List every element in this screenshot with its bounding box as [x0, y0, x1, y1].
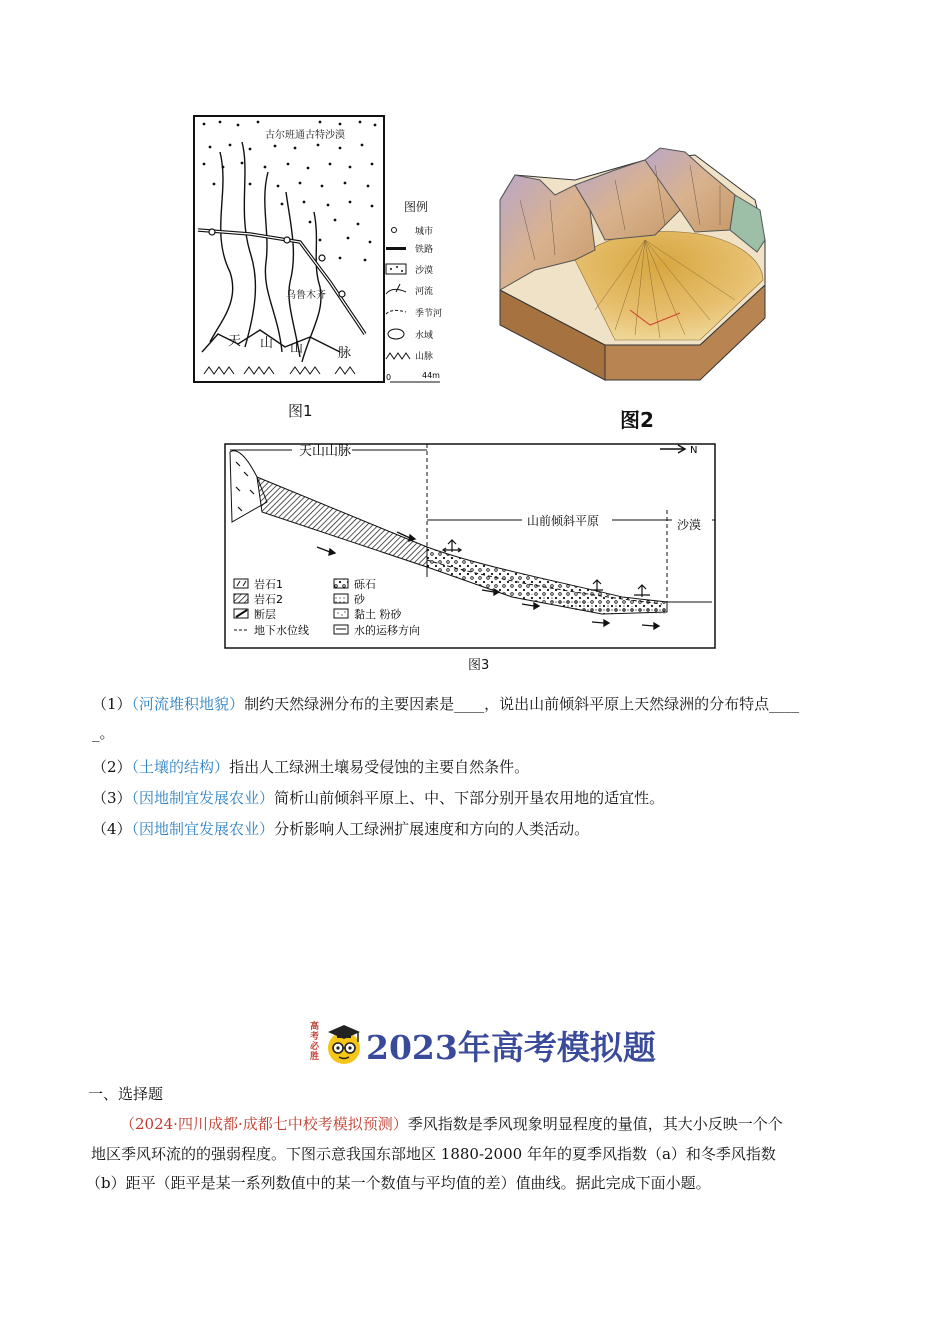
figure1-caption: 图1 — [288, 402, 313, 420]
banner-logo-text: 高考必胜 — [310, 1022, 320, 1062]
svg-text:地下水位线: 地下水位线 — [254, 624, 309, 637]
question-topic-tag: （土壤的结构） — [131, 758, 230, 776]
legend-title: 图例 — [404, 200, 429, 214]
svg-text:城市: 城市 — [415, 227, 434, 237]
desert-label: 古尔班通古特沙漠 — [265, 130, 345, 141]
svg-text:沙漠: 沙漠 — [415, 266, 434, 276]
label-tianshan: 天山山脉 — [299, 444, 352, 459]
question-topic-tag: （因地制宜发展农业） — [131, 820, 275, 838]
svg-text:44m: 44m — [422, 371, 440, 380]
question-source: （2024·四川成都·成都七中校考模拟预测） — [120, 1115, 408, 1133]
svg-text:砂: 砂 — [354, 593, 365, 606]
question-text: 指出人工绿洲土壤易受侵蚀的主要自然条件。 — [229, 758, 530, 776]
legend-railway-icon — [386, 247, 406, 250]
svg-text:砾石: 砾石 — [354, 578, 376, 591]
section-heading: 一、选择题 — [88, 1085, 164, 1103]
banner-title: 2023年高考模拟题 — [366, 1028, 656, 1067]
legend-desert-icon — [386, 264, 406, 274]
graduate-emoji-icon — [324, 1022, 364, 1066]
figure3-legend — [234, 577, 420, 637]
section-banner — [300, 1020, 656, 1070]
question-text: 分析影响人工绿洲扩展速度和方向的人类活动。 — [274, 820, 590, 838]
svg-text:0: 0 — [386, 373, 392, 382]
figure2-caption: 图2 — [620, 408, 654, 432]
figure2-terrain-block — [495, 140, 775, 385]
label-piedmont-plain: 山前倾斜平原 — [527, 514, 600, 528]
svg-text:断层: 断层 — [254, 608, 276, 621]
question-topic-tag: （河流堆积地貌） — [131, 695, 245, 713]
question-text: 制约天然绿洲分布的主要因素是____，说出山前倾斜平原上天然绿洲的分布特点____ — [244, 695, 800, 713]
svg-text:黏土 粉砂: 黏土 粉砂 — [354, 608, 402, 621]
svg-text:水域: 水域 — [415, 331, 434, 341]
question-1 — [92, 694, 799, 714]
legend-water-icon — [388, 329, 404, 339]
question-4 — [92, 819, 589, 839]
question-2 — [92, 757, 529, 777]
svg-text:铁路: 铁路 — [415, 245, 434, 255]
urumqi-label: 乌鲁木齐 — [286, 290, 326, 301]
question-number: （4） — [92, 820, 132, 838]
svg-text:山: 山 — [290, 341, 304, 356]
svg-text:山脉: 山脉 — [415, 352, 434, 362]
svg-text:脉: 脉 — [338, 346, 352, 361]
legend-seasonal-river-icon — [386, 310, 406, 314]
paragraph-line-3: （b）距平（距平是某一系列数值中的某一个数值与平均值的差）值曲线。据此完成下面小题。 — [86, 1174, 711, 1192]
legend-river-icon — [386, 284, 406, 294]
legend-city-icon — [392, 228, 397, 233]
question-number: （2） — [92, 758, 132, 776]
mountain-symbols — [204, 367, 355, 374]
paragraph-line-1: （2024·四川成都·成都七中校考模拟预测）季风指数是季风现象明显程度的量值，其大小反映一个个 — [120, 1115, 783, 1133]
svg-text:河流: 河流 — [415, 287, 434, 297]
svg-text:山: 山 — [260, 336, 274, 351]
legend-mountain-icon — [386, 353, 410, 359]
question-topic-tag: （因地制宜发展农业） — [131, 789, 275, 807]
svg-text:天: 天 — [228, 334, 242, 349]
figure1-map — [190, 112, 470, 387]
question-3 — [92, 788, 664, 808]
question-number: （3） — [92, 789, 132, 807]
svg-text:季节河: 季节河 — [415, 309, 443, 319]
question-1-continued: _。 — [92, 724, 115, 742]
rivers — [210, 142, 321, 362]
svg-text:岩石2: 岩石2 — [254, 593, 283, 606]
paragraph-line-2: 地区季风环流的的强弱程度。下图示意我国东部地区 1880-2000 年年的夏季风指数（a）和冬季风指数 — [91, 1145, 776, 1163]
question-text: 简析山前倾斜平原上、中、下部分别开垦农用地的适宜性。 — [274, 789, 665, 807]
figure3-caption: 图3 — [468, 658, 490, 673]
svg-text:N: N — [690, 445, 698, 456]
question-number: （1） — [92, 695, 132, 713]
figure3-cross-section — [222, 432, 722, 652]
label-desert: 沙漠 — [677, 518, 702, 532]
svg-text:岩石1: 岩石1 — [254, 578, 283, 591]
svg-text:水的运移方向: 水的运移方向 — [354, 624, 420, 637]
